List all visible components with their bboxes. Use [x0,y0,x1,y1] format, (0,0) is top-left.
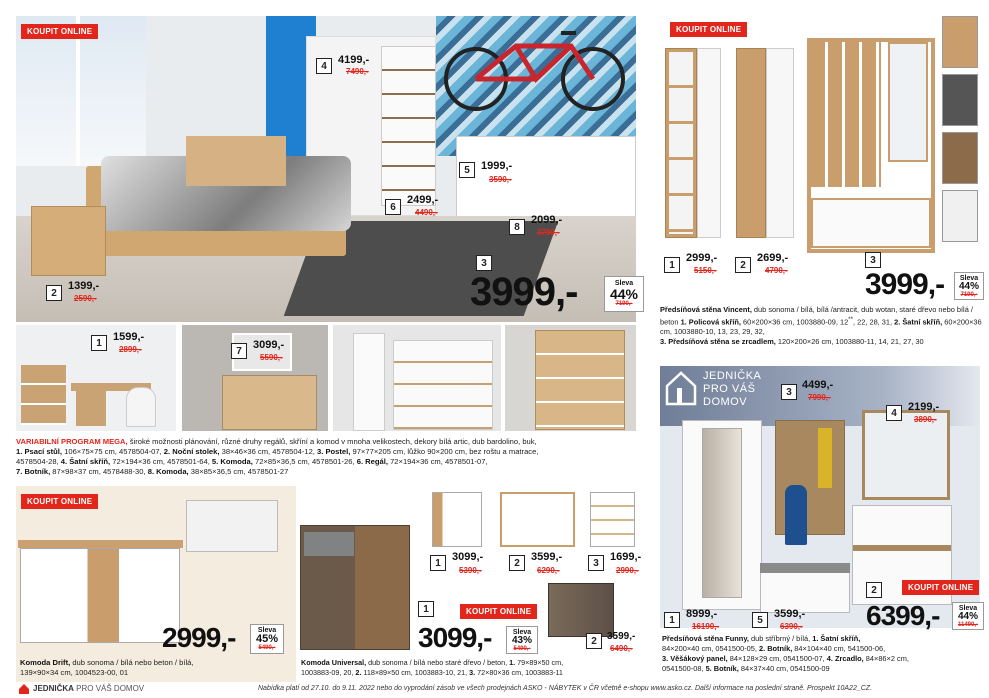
item-price: 1699,- [610,551,642,563]
universal-title: Komoda Universal, [301,658,367,667]
vincent-description: Předsíňová stěna Vincent, dub sonoma / bílá, bílá /antracit, dub wotan, staré dřevo nebo bílá / beton 1. Policová skříň, 60×200×36 cm, 1003880-09, 12**, 22, 28, 31, 2. Šatní skříň, 60×200×36 cm, 1003880-10, 13, 23, 29, 32, 3. Předsíňová stěna se zrcadlem, 120×200×26 cm, 1003880-11, 14, 21, 27, 30 [660,305,982,347]
universal-small-cab2 [500,492,575,547]
desc-text: 72×194×36 cm, 4578501-64, [110,457,212,466]
item-number: 2 [46,285,62,301]
mega-intro: široké možnosti plánování, různé druhy regálů, skříní a komod v mnoha velikostech, dekory bílá artic, dub bardolino, buk, [127,437,537,446]
desc-text: 84×37×40 cm, 0541500-09 [738,664,830,673]
discount-label: Sleva [257,627,277,634]
discount-label: Sleva [959,275,979,282]
desc-text: , [351,668,356,677]
old-price: 5150,- [694,266,717,275]
item-number: 4 [316,58,332,74]
old-price: 4790,- [765,266,788,275]
desc-bold: 7. Botník, [16,467,51,476]
universal-drawer-top [304,532,354,556]
old-price: 2899,- [119,345,142,354]
item-number: 3 [781,384,797,400]
discount-badge [506,626,538,654]
desc-text: 79×89×50 cm, [515,658,564,667]
dresser [456,136,636,221]
universal-dark-cab [548,583,614,637]
discount-badge [954,272,984,300]
discount-badge [952,602,984,630]
vincent-shelf-inner [669,52,693,234]
desc-text: 106×75×75 cm, 4578504-07, [62,447,164,456]
discount-badge [250,624,284,654]
chair [126,387,156,427]
old-price: 5390,- [459,566,482,575]
discount-old-price: 5490,- [513,646,531,652]
item-price: 1999,- [481,160,513,172]
drift-white-dresser [186,500,278,552]
desc-bold: 4. Zrcadlo, [826,654,864,663]
item-price: 2699,- [757,252,789,264]
koupit-online-badge[interactable]: KOUPIT ONLINE [902,580,979,595]
desk-drawer [76,391,106,426]
desc-bold: 8. Komoda, [147,467,189,476]
koupit-online-badge[interactable]: KOUPIT ONLINE [670,22,747,37]
bookcase [381,46,439,206]
big-price: 3099,- [418,622,492,653]
vincent-variant-1 [942,16,978,68]
item-number: 2 [509,555,525,571]
desc-text: 118×89×50 cm, 1003883-10, 21 [361,668,466,677]
desc-bold: 3. Věšákový panel, [662,654,728,663]
item-price: 1599,- [113,331,145,343]
banner-line3: DOMOV [703,396,748,408]
funny-title: Předsíňová stěna Funny, [662,634,749,643]
vincent-text: dub sonoma / bílá, bílá /antracit, dub wotan, staré dřevo nebo bílá / beton [660,305,973,327]
universal-small-cab3 [590,492,635,547]
discount-percent: 44% [957,611,978,622]
desc-bold: 5. Botník, [705,664,739,673]
mega-wardrobe-photo [333,325,501,431]
desc-text: 72×85×36,5 cm, 4578501-26, [252,457,357,466]
big-price: 6399,- [866,600,940,631]
discount-percent: 43% [511,635,532,646]
old-price: 6390,- [780,622,803,631]
item-number: 8 [509,219,525,235]
desc-text: dub stříbrný / bílá, [748,634,813,643]
item-price: 1399,- [68,280,100,292]
shoe-cabinet [222,375,317,430]
desc-bold: 1. [509,658,516,667]
desk-shelf [21,365,66,425]
item-number: 2 [735,257,751,273]
desc-bold: 3. Postel, [317,447,351,456]
drift-dresser [20,548,180,643]
drift-dresser-top [18,540,183,548]
drift-description [20,658,290,678]
universal-description [301,658,641,678]
item-price: 4199,- [338,54,370,66]
vincent-title: Předsíňová stěna Vincent, [660,305,752,314]
desc-bold: 5. Komoda, [211,457,253,466]
discount-percent: 44% [609,286,639,302]
desc-bold: 6. Regál, [356,457,388,466]
desc-text: 120×200×26 cm, 1003880-11, 14, 21, 27, 30 [775,337,924,347]
item-price: 8999,- [686,608,718,620]
desc-bold: 1. Policová skříň, [680,317,741,327]
banner-line1: JEDNIČKA [703,370,762,382]
koupit-online-badge[interactable]: KOUPIT ONLINE [21,494,98,509]
item-number: 5 [459,162,475,178]
old-price: 2590,- [74,294,97,303]
desc-text: 1003883-09, 20 [301,668,352,677]
desc-text: 87×98×37 cm, 4578488-30, [50,467,148,476]
drift-title: Komoda Drift, [20,658,71,667]
desc-text: 84×86×2 cm, [863,654,909,663]
footer-brand-text: PRO VÁŠ DOMOV [73,684,145,693]
desc-bold: 2. [355,668,362,677]
item-price: 3599,- [774,608,806,620]
discount-old-price: 7190,- [615,301,633,307]
item-price: 2099,- [531,214,563,226]
desc-text: 97×77×205 cm, lůžko 90×200 cm, bez roštu a matrace, [350,447,539,456]
item-price: 2999,- [686,252,718,264]
regal [535,330,625,430]
desc-text: 0541500-08, [662,664,706,673]
desc-bold: 1. Psací stůl, [16,447,63,456]
item-number: 6 [385,199,401,215]
desc-text: 84×104×40 cm, 541500-06, [792,644,886,653]
discount-label: Sleva [958,605,978,612]
item-price: 2199,- [908,401,940,413]
desc-text: 22, 28, 31, [857,317,895,327]
vincent-mirror [888,42,928,162]
house-logo-icon [665,370,697,406]
desc-bold: 1. Šatní skříň, [812,634,861,643]
discount-label: Sleva [512,629,532,636]
item-number: 1 [664,257,680,273]
footer-note: Nabídka platí od 27.10. do 9.11. 2022 nebo do vyprodání zásob ve všech prodejnách ASKO - NÁBYTEK v ČR včetně e-shopu www.asko.cz. Další informace na poslední straně. Prospekt 10A22_CZ. [258,685,873,692]
desc-bold: 3. Předsíňová stěna se zrcadlem, [660,337,776,347]
old-price: 3890,- [914,415,937,424]
item-number: 2 [866,582,882,598]
old-price: 5590,- [260,353,283,362]
discount-badge [604,276,644,312]
desc-text: 38×85×36,5 cm, 4578501-27 [188,467,289,476]
big-price: 3999,- [470,270,578,314]
funny-description [662,634,984,674]
mega-regal-photo [505,325,636,431]
old-price: 2990,- [616,566,639,575]
vincent-variant-3 [942,132,978,184]
item-number: 1 [430,555,446,571]
bicycle-image [441,21,631,116]
desc-bold: 3. [469,668,476,677]
old-price: 3590,- [489,175,512,184]
item-number: 4 [886,405,902,421]
vincent-wardrobe [736,48,766,238]
discount-percent: 44% [958,281,979,292]
vincent-variant-4 [942,190,978,242]
old-price: 16190,- [692,622,720,631]
discount-label: Sleva [614,280,634,287]
old-price: 4490,- [415,208,438,217]
mega-description [16,437,636,477]
banner-line2: PRO VÁŠ [703,383,756,395]
vincent-shelf-door [697,48,721,238]
item-price: 3599,- [531,551,563,563]
desc-text: 72×194×36 cm, 4578501-07, [387,457,488,466]
desc-text: 38×46×36 cm, 4578504-12, [219,447,318,456]
funny-wardrobe-mirror [702,428,742,598]
item-number: 3 [588,555,604,571]
desc-text: 72×80×36 cm, 1003883-11 [475,668,563,677]
item-number: 7 [231,343,247,359]
mega-title: VARIABILNÍ PROGRAM MEGA, [16,437,128,446]
desc-text: 60×200×36 cm, 1003880-09, 12 [740,317,849,327]
desc-bold: 2. Noční stolek, [163,447,220,456]
item-number: 5 [752,612,768,628]
sup: ** [848,316,854,323]
vincent-coat-panel [811,42,881,187]
item-number: 2 [586,633,602,649]
old-price: 3790,- [537,228,560,237]
discount-percent: 45% [255,633,279,645]
funny-bench-cushion [760,563,850,573]
universal-text: dub sonoma / bílá nebo staré dřevo / beton, [366,658,510,667]
funny-scarf [818,428,832,488]
desk [186,136,286,186]
footer-brand [33,684,144,693]
footer-house-icon [18,683,30,695]
koupit-online-badge[interactable]: KOUPIT ONLINE [460,604,537,619]
item-price: 2499,- [407,194,439,206]
item-number: 1 [418,601,434,617]
desc-text: 4578504-28, [16,457,61,466]
item-price: 3099,- [452,551,484,563]
old-price: 6290,- [537,566,560,575]
item-number: 1 [664,612,680,628]
item-number: 3 [476,255,492,271]
discount-old-price: 11490,- [957,622,979,628]
wardrobe [353,333,385,431]
item-price: 4499,- [802,379,834,391]
universal-small-cab1 [432,492,482,547]
item-number: 1 [91,335,107,351]
old-price: 7490,- [346,67,369,76]
shelving [393,340,493,430]
desc-text: 84×200×40 cm, 0541500-05, [662,644,759,653]
bedside-table [31,206,106,276]
big-price: 3999,- [865,268,945,301]
footer-brand-bold: JEDNIČKA [33,684,74,693]
koupit-online-badge[interactable]: KOUPIT ONLINE [21,24,98,39]
item-price: 3599,- [607,631,636,642]
drift-text: dub sonoma / bílá nebo beton / bílá, [70,658,194,667]
drift-dimensions: 139×90×34 cm, 1004523-00, 01 [20,668,129,677]
desc-text: 60×200×36 cm, 1003880-10, 13, 23, 29, 32, [660,317,982,337]
desc-text: 84×128×29 cm, 0541500-07, [727,654,827,663]
discount-old-price: 7190,- [960,292,978,298]
discount-old-price: 5490,- [258,645,276,651]
vincent-variant-2 [942,74,978,126]
old-price: 7990,- [808,393,831,402]
desc-bold: 2. Šatní skříň, [894,317,943,327]
item-price: 3099,- [253,339,285,351]
desc-bold: 2. Botník, [758,644,793,653]
vincent-wardrobe-door [766,48,794,238]
big-price: 2999,- [162,622,236,653]
vincent-shoe-bench [811,198,931,248]
desc-bold: 4. Šatní skříň, [60,457,111,466]
desc-text: , [465,668,470,677]
item-number: 3 [865,252,881,268]
old-price: 6490,- [610,644,633,653]
funny-jacket [785,485,807,545]
